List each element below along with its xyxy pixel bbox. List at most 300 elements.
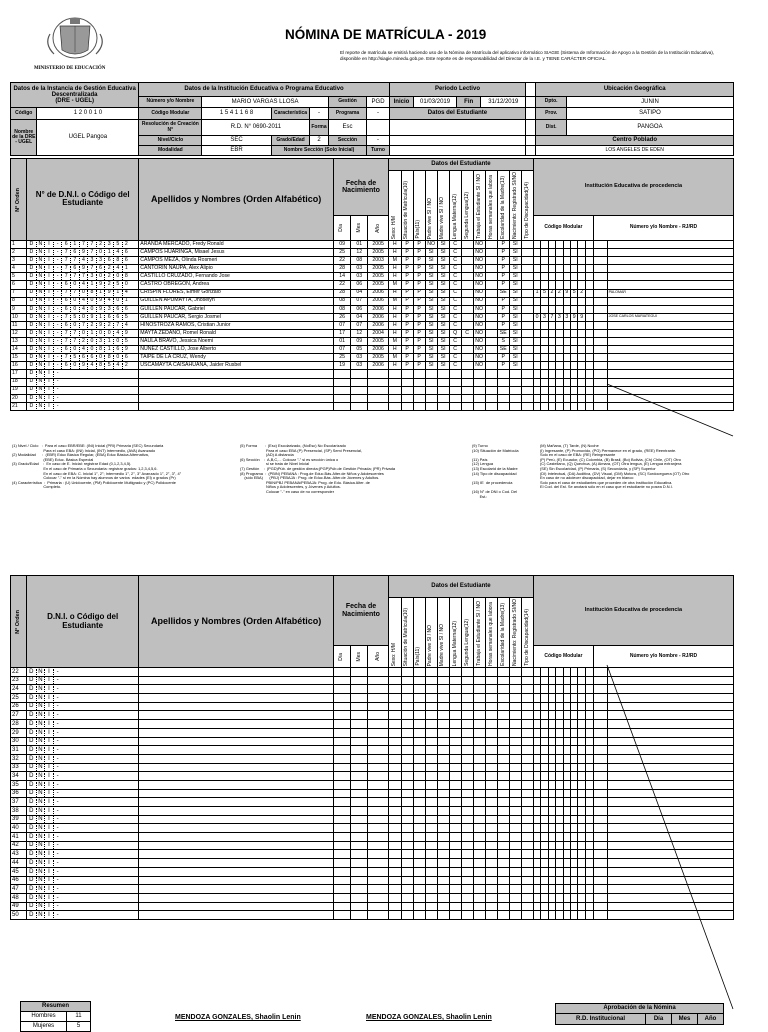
birth-month [351,876,368,885]
order-number: 30 [11,737,27,746]
student-data-cell [388,789,401,798]
student-data-cell [485,833,497,842]
student-data-cell [401,789,413,798]
student-data-cell: P [401,346,413,354]
order-number: 46 [11,876,27,885]
dni-cell: D N I - [27,763,139,772]
birth-month [351,720,368,729]
student-data-cell: NO [473,249,485,257]
student-data-cell [485,370,497,378]
modular-code-digit [548,807,555,816]
modular-code-digit [563,265,570,273]
student-data-cell: NO [473,321,485,329]
student-data-cell [473,833,485,842]
student-data-cell [485,297,497,305]
modular-code-digit [556,902,563,911]
order-number: 43 [11,850,27,859]
student-data-cell [461,289,473,297]
student-data-cell [509,711,521,720]
student-data-cell [401,850,413,859]
modular-code-digit [533,354,540,362]
student-data-cell [401,867,413,876]
student-data-cell [425,746,437,755]
student-name [139,867,334,876]
student-data-cell [401,911,413,920]
student-data-cell [497,885,509,894]
student-data-cell [413,833,425,842]
student-data-cell [509,720,521,729]
dni-header: N° de D.N.I. o Código del Estudiante [27,159,139,241]
birth-month: 04 [351,289,368,297]
modular-code-digit [571,676,578,685]
origin-school-name [607,257,733,265]
modular-code-digit [541,676,548,685]
order-number: 6 [11,281,27,289]
modular-code-digit [571,702,578,711]
modular-code-digit [563,676,570,685]
student-data-cell: P [413,281,425,289]
student-data-cell: NO [473,338,485,346]
modular-code-digit [556,702,563,711]
birth-month [351,746,368,755]
table-row [11,273,734,281]
student-data-cell [413,911,425,920]
modular-code-digit [563,711,570,720]
order-number: 25 [11,694,27,703]
student-data-cell [461,798,473,807]
modular-code-digit [563,378,570,386]
modular-code-digit [541,746,548,755]
modular-code-digit [548,911,555,920]
order-number: 19 [11,386,27,394]
dni-cell: D N I - [27,720,139,729]
student-data-cell [461,720,473,729]
student-data-cell [521,833,533,842]
student-data-cell [485,289,497,297]
birth-month [351,702,368,711]
modular-code-digit [563,249,570,257]
modular-code-digit [556,354,563,362]
order-number: 18 [11,378,27,386]
birth-day [334,902,351,911]
modular-code-digit [556,711,563,720]
student-data-cell: P [497,362,509,370]
student-data-cell: SI [437,321,449,329]
birth-year: 2006 [368,297,389,305]
dni-cell: D N I - [27,711,139,720]
dni-cell: D N I - [27,850,139,859]
student-name [139,824,334,833]
birth-month [351,867,368,876]
student-data-cell [437,370,449,378]
modular-code-digit [571,876,578,885]
student-data-cell [449,386,461,394]
modular-code-digit [571,893,578,902]
student-data-cell [521,893,533,902]
birthdate-sub-1: Mes [351,646,368,668]
student-data-cell [449,694,461,703]
student-data-cell: H [388,305,401,313]
modular-code-digit [533,789,540,798]
modular-code-digit [585,370,593,378]
modular-code-digit [578,780,585,789]
student-data-cell [509,902,521,911]
student-data-cell [509,386,521,394]
modular-code-digit [578,833,585,842]
student-data-cell [485,850,497,859]
student-data-cell [509,754,521,763]
modular-code-digit [548,305,555,313]
modular-code-digit [556,370,563,378]
birth-month: 03 [351,273,368,281]
student-data-cell [388,841,401,850]
student-data-cell [521,346,533,354]
dni-cell: D N I - 7 7 0 8 1 9 1 4 [27,289,139,297]
student-data-cell [461,313,473,321]
student-data-cell [461,338,473,346]
modular-code-digit [571,728,578,737]
student-data-cell: H [388,321,401,329]
modular-code-digit [585,824,593,833]
modular-code-digit [541,737,548,746]
modular-code-digit [556,850,563,859]
dni-cell: D N I - 7 7 7 3 0 2 0 8 [27,273,139,281]
student-data-cell: SI [509,257,521,265]
birth-month [351,685,368,694]
student-data-cell: P [401,313,413,321]
modular-code-digit [556,772,563,781]
modular-code-digit [578,668,585,677]
student-data-cell: C [449,313,461,321]
student-data-cell [521,694,533,703]
modular-code-digit [585,807,593,816]
modular-code-digit [533,754,540,763]
birth-day [334,378,351,386]
student-data-cell: SI [437,281,449,289]
birth-year: 2005 [368,338,389,346]
modular-code-digit [541,321,548,329]
student-data-cell: SI [437,265,449,273]
birth-day [334,763,351,772]
birth-year: 2005 [368,354,389,362]
student-data-cell [425,911,437,920]
student-data-cell [521,807,533,816]
modular-code-digit [541,694,548,703]
student-data-cell: P [413,249,425,257]
modular-code-digit [571,370,578,378]
student-name [139,850,334,859]
birth-day [334,370,351,378]
student-data-cell [388,911,401,920]
student-data-cell [425,676,437,685]
student-data-cell [461,273,473,281]
modular-code-digit [563,370,570,378]
modular-code-digit [585,798,593,807]
modular-code-digit [548,815,555,824]
student-data-cell [497,789,509,798]
student-name [139,394,334,402]
student-data-cell [509,833,521,842]
student-data-cell [413,850,425,859]
modular-code-digit [533,265,540,273]
modular-code-digit [548,893,555,902]
student-name [139,737,334,746]
student-data-cell [461,876,473,885]
birth-month [351,668,368,677]
modular-code-digit [585,876,593,885]
modular-code-digit [585,321,593,329]
student-name [139,789,334,798]
student-data-cell [437,676,449,685]
student-data-cell [521,273,533,281]
modular-code-digit [571,257,578,265]
modular-code-digit [585,763,593,772]
student-data-cell [425,807,437,816]
order-number: 5 [11,273,27,281]
modular-code-digit [556,841,563,850]
modular-code-digit [585,720,593,729]
modular-code-digit [571,711,578,720]
dni-cell: D N I - [27,824,139,833]
modular-code-digit: 3 [541,313,548,321]
student-data-cell [509,876,521,885]
student-data-cell: SI [425,321,437,329]
birth-month: 03 [351,354,368,362]
student-data-cell [388,402,401,410]
student-data-cell [461,702,473,711]
student-data-cell [485,338,497,346]
student-data-cell [413,386,425,394]
student-data-cell [413,815,425,824]
modular-code-digit [541,305,548,313]
student-data-cell [497,370,509,378]
modular-code-digit [563,354,570,362]
birth-day [334,911,351,920]
student-data-cell [521,911,533,920]
dni-cell: D N I - 6 0 9 4 8 5 4 2 [27,362,139,370]
student-data-col-9: Escolaridad de la Madre(13) [497,598,509,668]
student-data-cell [485,273,497,281]
dni-cell: D N I - 7 7 0 1 0 0 4 9 [27,330,139,338]
modular-code-digit [578,772,585,781]
modular-code-digit [571,240,578,248]
student-data-cell [401,815,413,824]
birth-month [351,859,368,868]
dni-cell: D N I - [27,772,139,781]
modular-code-digit [533,902,540,911]
student-data-cell [509,859,521,868]
student-data-cell [473,789,485,798]
student-data-cell [425,780,437,789]
birth-day [334,833,351,842]
student-data-cell [413,711,425,720]
birth-day [334,685,351,694]
modular-code-digit [556,833,563,842]
student-data-cell [521,386,533,394]
student-data-cell [497,815,509,824]
birth-year: 2006 [368,321,389,329]
student-data-cell [461,911,473,920]
modular-code-digit [556,685,563,694]
student-data-cell [473,867,485,876]
birth-year [368,370,389,378]
modular-code-digit [541,297,548,305]
student-data-cell: SI [425,354,437,362]
origin-school-name [607,281,733,289]
birth-day [334,893,351,902]
legend-col-3: (9) Turno (10) Situación de Matrícula (11) País (12) Lengua (13) Escolarid de la Madre (14) Tipo de discapacidad (15) IE de procedencia (16) N° de DNI o Cod. Del Est.: [472,443,519,499]
modular-code-digit [585,772,593,781]
student-data-cell [461,257,473,265]
order-number: 35 [11,780,27,789]
origin-school-name [607,354,733,362]
student-data-col-9: Escolaridad de la Madre(13) [497,171,509,241]
student-data-cell [425,386,437,394]
student-data-cell: SI [425,297,437,305]
student-data-cell: P [401,338,413,346]
student-data-cell [521,313,533,321]
student-data-cell [509,867,521,876]
modular-code-digit [556,338,563,346]
student-data-cell [461,850,473,859]
student-data-cell [401,685,413,694]
modular-code-digit [556,330,563,338]
student-data-cell [401,728,413,737]
students-table-1 [10,158,734,411]
student-data-cell [497,763,509,772]
birth-month [351,841,368,850]
names-header: Apellidos y Nombres (Orden Alfabético) [139,576,334,668]
birth-year [368,754,389,763]
modular-code-digit [533,668,540,677]
student-data-cell [413,902,425,911]
student-name: CAMPOS HUARINGA, Misael Jesus [139,249,334,257]
birth-day: 07 [334,321,351,329]
student-data-cell [509,402,521,410]
student-data-cell: P [497,281,509,289]
modular-code-digit [556,676,563,685]
student-data-cell [437,668,449,677]
modular-code-digit [541,807,548,816]
modular-code-digit [571,798,578,807]
student-data-cell [521,824,533,833]
birth-month: 08 [351,257,368,265]
student-data-col-6: Segunda Lengua(12) [461,171,473,241]
modular-code-digit [571,780,578,789]
student-data-cell [461,378,473,386]
modular-code-digit [578,297,585,305]
table-row [11,257,734,265]
student-data-cell [509,702,521,711]
student-data-cell [413,720,425,729]
modular-code-digit [571,859,578,868]
student-data-cell: SI [509,281,521,289]
student-data-cell [497,386,509,394]
dni-cell: D N I - 6 0 4 1 9 2 5 0 [27,281,139,289]
student-data-cell [461,321,473,329]
birth-year [368,798,389,807]
modular-code-digit [571,850,578,859]
student-data-cell [521,240,533,248]
student-data-cell: SI [509,346,521,354]
student-name: GUILLEN APUMAYTA, Jhoselyn [139,297,334,305]
student-data-cell [388,893,401,902]
modular-code-digit [578,885,585,894]
student-data-cell [509,780,521,789]
student-data-cell [437,754,449,763]
student-data-cell: NO [473,330,485,338]
student-data-cell: P [413,346,425,354]
modular-code-digit [585,815,593,824]
modular-code-digit [571,772,578,781]
modular-code-digit [585,676,593,685]
modular-code-digit [533,394,540,402]
student-data-cell [425,885,437,894]
student-data-cell [413,754,425,763]
student-data-cell [401,876,413,885]
modular-code-digit [563,911,570,920]
student-data-cell: P [497,240,509,248]
student-data-cell [437,789,449,798]
modular-code-digit [556,668,563,677]
birth-month [351,378,368,386]
modular-code-digit: 2 [578,289,585,297]
modular-code-digit [585,313,593,321]
modular-code-digit [563,763,570,772]
student-data-cell [509,824,521,833]
student-data-cell: SI [437,305,449,313]
student-data-cell [437,378,449,386]
student-name [139,859,334,868]
modular-code-digit [533,240,540,248]
student-data-cell [461,354,473,362]
dni-cell: D N I - [27,911,139,920]
modular-code-digit [556,402,563,410]
birth-year [368,824,389,833]
modular-code-digit [563,824,570,833]
modular-code-digit [533,281,540,289]
student-data-cell [425,841,437,850]
student-data-cell [449,394,461,402]
birth-month [351,711,368,720]
student-data-cell: SI [509,338,521,346]
birth-year: 2005 [368,273,389,281]
student-data-cell: M [388,354,401,362]
origin-school-name [607,273,733,281]
student-data-cell [425,378,437,386]
modular-code-digit [585,394,593,402]
student-data-cell [388,815,401,824]
student-data-cell [485,746,497,755]
modular-code-digit [585,249,593,257]
birth-year [368,815,389,824]
modular-code-digit [556,720,563,729]
modular-code-digit [585,728,593,737]
student-data-cell [509,807,521,816]
dni-cell: D N I - [27,841,139,850]
student-data-cell [521,780,533,789]
modular-code-digit [578,694,585,703]
origin-school-name [607,265,733,273]
student-data-cell [449,754,461,763]
student-data-cell [473,815,485,824]
student-data-cell [461,728,473,737]
modular-code-digit [548,257,555,265]
student-data-cell [473,885,485,894]
student-data-cell [485,780,497,789]
student-data-cell [413,893,425,902]
student-data-cell [461,265,473,273]
